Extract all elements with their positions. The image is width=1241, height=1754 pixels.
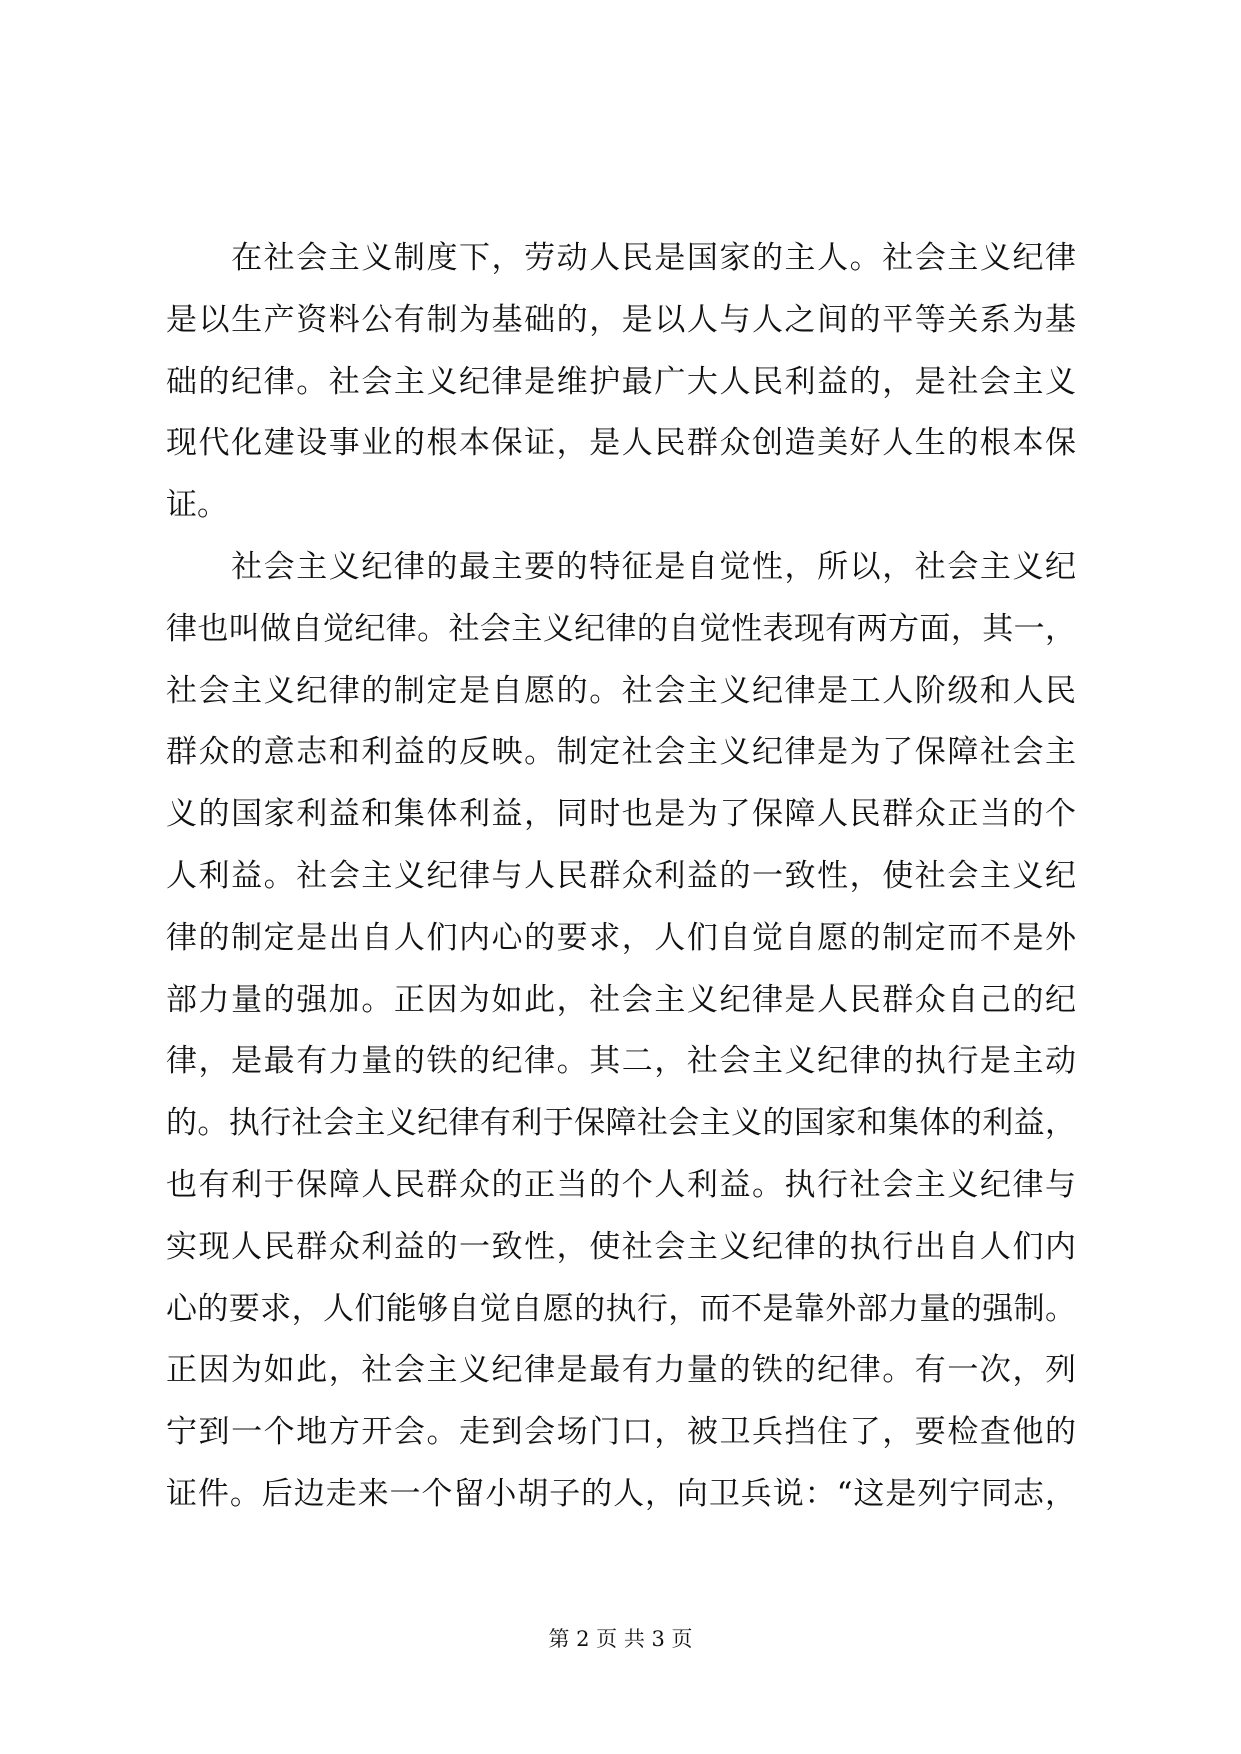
text-line: 律，是最有力量的铁的纪律。其二，社会主义纪律的执行是主动 — [166, 1043, 1076, 1080]
body-text — [166, 228, 1076, 1526]
page-number: 第 2 页 共 3 页 — [548, 1627, 693, 1651]
text-line: 宁到一个地方开会。走到会场门口，被卫兵挡住了，要检查他的 — [166, 1414, 1076, 1451]
text-line: 的。执行社会主义纪律有利于保障社会主义的国家和集体的利益， — [166, 1105, 1076, 1142]
text-line: 社会主义纪律的最主要的特征是自觉性，所以，社会主义纪 — [166, 548, 1076, 585]
text-line: 心的要求，人们能够自觉自愿的执行，而不是靠外部力量的强制。 — [166, 1290, 1076, 1327]
text-line: 社会主义纪律的制定是自愿的。社会主义纪律是工人阶级和人民 — [166, 672, 1076, 709]
text-line: 义的国家利益和集体利益，同时也是为了保障人民群众正当的个 — [166, 796, 1076, 833]
text-line: 群众的意志和利益的反映。制定社会主义纪律是为了保障社会主 — [166, 734, 1076, 771]
text-line: 律的制定是出自人们内心的要求，人们自觉自愿的制定而不是外 — [166, 919, 1076, 956]
text-line: 在社会主义制度下，劳动人民是国家的主人。社会主义纪律 — [166, 240, 1076, 276]
text-line: 现代化建设事业的根本保证，是人民群众创造美好人生的根本保 — [166, 425, 1076, 462]
text-line: 实现人民群众利益的一致性，使社会主义纪律的执行出自人们内 — [166, 1228, 1076, 1265]
text-line: 律也叫做自觉纪律。社会主义纪律的自觉性表现有两方面，其一， — [166, 610, 1076, 647]
text-line: 证。 — [166, 487, 228, 524]
text-line: 础的纪律。社会主义纪律是维护最广大人民利益的，是社会主义 — [166, 363, 1076, 400]
text-line: 正因为如此，社会主义纪律是最有力量的铁的纪律。有一次，列 — [166, 1352, 1076, 1389]
text-line: 是以生产资料公有制为基础的，是以人与人之间的平等关系为基 — [166, 301, 1076, 338]
text-line: 部力量的强加。正因为如此，社会主义纪律是人民群众自己的纪 — [166, 981, 1076, 1018]
text-line: 证件。后边走来一个留小胡子的人，向卫兵说：“这是列宁同志， — [166, 1475, 1076, 1512]
text-line: 人利益。社会主义纪律与人民群众利益的一致性，使社会主义纪 — [166, 857, 1076, 894]
text-line: 也有利于保障人民群众的正当的个人利益。执行社会主义纪律与 — [166, 1166, 1076, 1203]
